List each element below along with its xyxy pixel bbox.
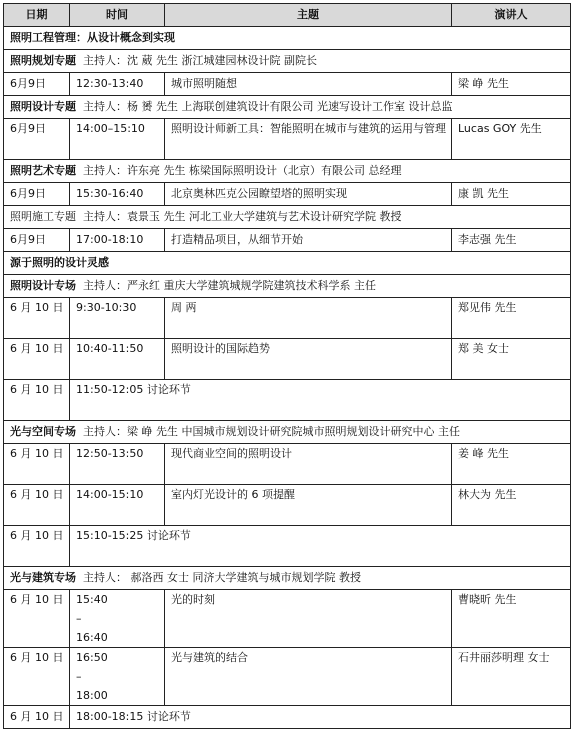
cell-speaker: 石井丽莎明理 女士 (452, 648, 571, 706)
cell-time: 12:50-13:50 (70, 444, 165, 485)
cell-topic: 北京奥林匹克公园瞭望塔的照明实现 (165, 183, 452, 206)
group-row (4, 50, 571, 73)
section-title: 照明工程管理：从设计概念到实现 (4, 27, 571, 50)
cell-time: 15:30-16:40 (70, 183, 165, 206)
section-row (4, 252, 571, 275)
cell-topic: 打造精品项目，从细节开始 (165, 229, 452, 252)
cell-topic: 照明设计的国际趋势 (165, 339, 452, 380)
cell-date: 6月9日 (4, 229, 70, 252)
cell-date: 6月9日 (4, 183, 70, 206)
group-header (4, 567, 571, 590)
group-row (4, 160, 571, 183)
group-title: 照明规划专题 (10, 54, 76, 67)
cell-discussion: 11:50-12:05 讨论环节 (70, 380, 571, 421)
group-row (4, 96, 571, 119)
cell-topic: 城市照明随想 (165, 73, 452, 96)
cell-date: 6 月 10 日 (4, 590, 70, 648)
table-row (4, 229, 571, 252)
group-title: 照明艺术专题 (10, 164, 76, 177)
cell-date: 6 月 10 日 (4, 706, 70, 729)
table-row (4, 380, 571, 421)
group-host: 主持人：沈 葳 先生 浙江城建园林设计院 副院长 (83, 54, 317, 67)
cell-speaker: 梁 峥 先生 (452, 73, 571, 96)
header-speaker: 演讲人 (452, 4, 571, 27)
cell-time: 12:30-13:40 (70, 73, 165, 96)
schedule-table (3, 3, 571, 729)
cell-date: 6 月 10 日 (4, 526, 70, 567)
cell-topic: 光与建筑的结合 (165, 648, 452, 706)
cell-date: 6 月 10 日 (4, 298, 70, 339)
group-row (4, 206, 571, 229)
cell-date: 6 月 10 日 (4, 485, 70, 526)
group-header (4, 275, 571, 298)
cell-date: 6 月 10 日 (4, 380, 70, 421)
cell-speaker: 林大为 先生 (452, 485, 571, 526)
group-header (4, 160, 571, 183)
table-row (4, 73, 571, 96)
header-row (4, 4, 571, 27)
cell-time (70, 590, 165, 648)
section-title: 源于照明的设计灵感 (4, 252, 571, 275)
group-header (4, 206, 571, 229)
table-row (4, 526, 571, 567)
cell-time (70, 648, 165, 706)
cell-time: 14:00-15:10 (70, 485, 165, 526)
cell-time: 10:40-11:50 (70, 339, 165, 380)
cell-date: 6 月 10 日 (4, 339, 70, 380)
cell-speaker: 康 凯 先生 (452, 183, 571, 206)
cell-speaker: 郑 美 女士 (452, 339, 571, 380)
group-header (4, 421, 571, 444)
header-topic: 主题 (165, 4, 452, 27)
group-header (4, 50, 571, 73)
cell-speaker: 李志强 先生 (452, 229, 571, 252)
cell-topic: 室内灯光设计的 6 项提醒 (165, 485, 452, 526)
header-date: 日期 (4, 4, 70, 27)
cell-speaker: Lucas GOY 先生 (452, 119, 571, 160)
table-row (4, 648, 571, 706)
cell-topic: 光的时刻 (165, 590, 452, 648)
time-end: 18:00 (76, 689, 108, 702)
group-title: 照明施工专题 (10, 210, 76, 223)
cell-time: 14:00–15:10 (70, 119, 165, 160)
group-row (4, 421, 571, 444)
group-host: 主持人：许东亮 先生 栋梁国际照明设计（北京）有限公司 总经理 (83, 164, 402, 177)
cell-discussion: 18:00-18:15 讨论环节 (70, 706, 571, 729)
table-row (4, 339, 571, 380)
header-time: 时间 (70, 4, 165, 27)
table-row (4, 485, 571, 526)
time-end: 16:40 (76, 631, 108, 644)
table-row (4, 298, 571, 339)
group-row (4, 567, 571, 590)
cell-date: 6 月 10 日 (4, 648, 70, 706)
cell-speaker: 郑见伟 先生 (452, 298, 571, 339)
time-dash: – (76, 612, 82, 625)
group-row (4, 275, 571, 298)
group-host: 主持人：杨 赟 先生 上海联创建筑设计有限公司 光速写设计工作室 设计总监 (83, 100, 453, 113)
cell-date: 6月9日 (4, 73, 70, 96)
cell-date: 6月9日 (4, 119, 70, 160)
cell-topic: 现代商业空间的照明设计 (165, 444, 452, 485)
table-row (4, 444, 571, 485)
group-host: 主持人：袁景玉 先生 河北工业大学建筑与艺术设计研究学院 教授 (83, 210, 402, 223)
group-header (4, 96, 571, 119)
cell-speaker: 曹晓昕 先生 (452, 590, 571, 648)
cell-topic: 周 两 (165, 298, 452, 339)
cell-speaker: 姜 峰 先生 (452, 444, 571, 485)
cell-discussion: 15:10-15:25 讨论环节 (70, 526, 571, 567)
group-title: 照明设计专场 (10, 279, 76, 292)
group-title: 照明设计专题 (10, 100, 76, 113)
cell-topic: 照明设计师新工具：智能照明在城市与建筑的运用与管理 (165, 119, 452, 160)
time-dash: – (76, 670, 82, 683)
table-row (4, 706, 571, 729)
group-title: 光与建筑专场 (10, 571, 76, 584)
time-start: 15:40 (76, 593, 108, 606)
section-row (4, 27, 571, 50)
cell-date: 6 月 10 日 (4, 444, 70, 485)
time-start: 16:50 (76, 651, 108, 664)
group-host: 主持人：严永红 重庆大学建筑城规学院建筑技术科学系 主任 (83, 279, 376, 292)
table-row (4, 183, 571, 206)
group-title: 光与空间专场 (10, 425, 76, 438)
table-row (4, 590, 571, 648)
group-host: 主持人： 郝洛西 女士 同济大学建筑与城市规划学院 教授 (83, 571, 361, 584)
cell-time: 17:00-18:10 (70, 229, 165, 252)
cell-time: 9:30-10:30 (70, 298, 165, 339)
group-host: 主持人：梁 峥 先生 中国城市规划设计研究院城市照明规划设计研究中心 主任 (83, 425, 460, 438)
table-row (4, 119, 571, 160)
